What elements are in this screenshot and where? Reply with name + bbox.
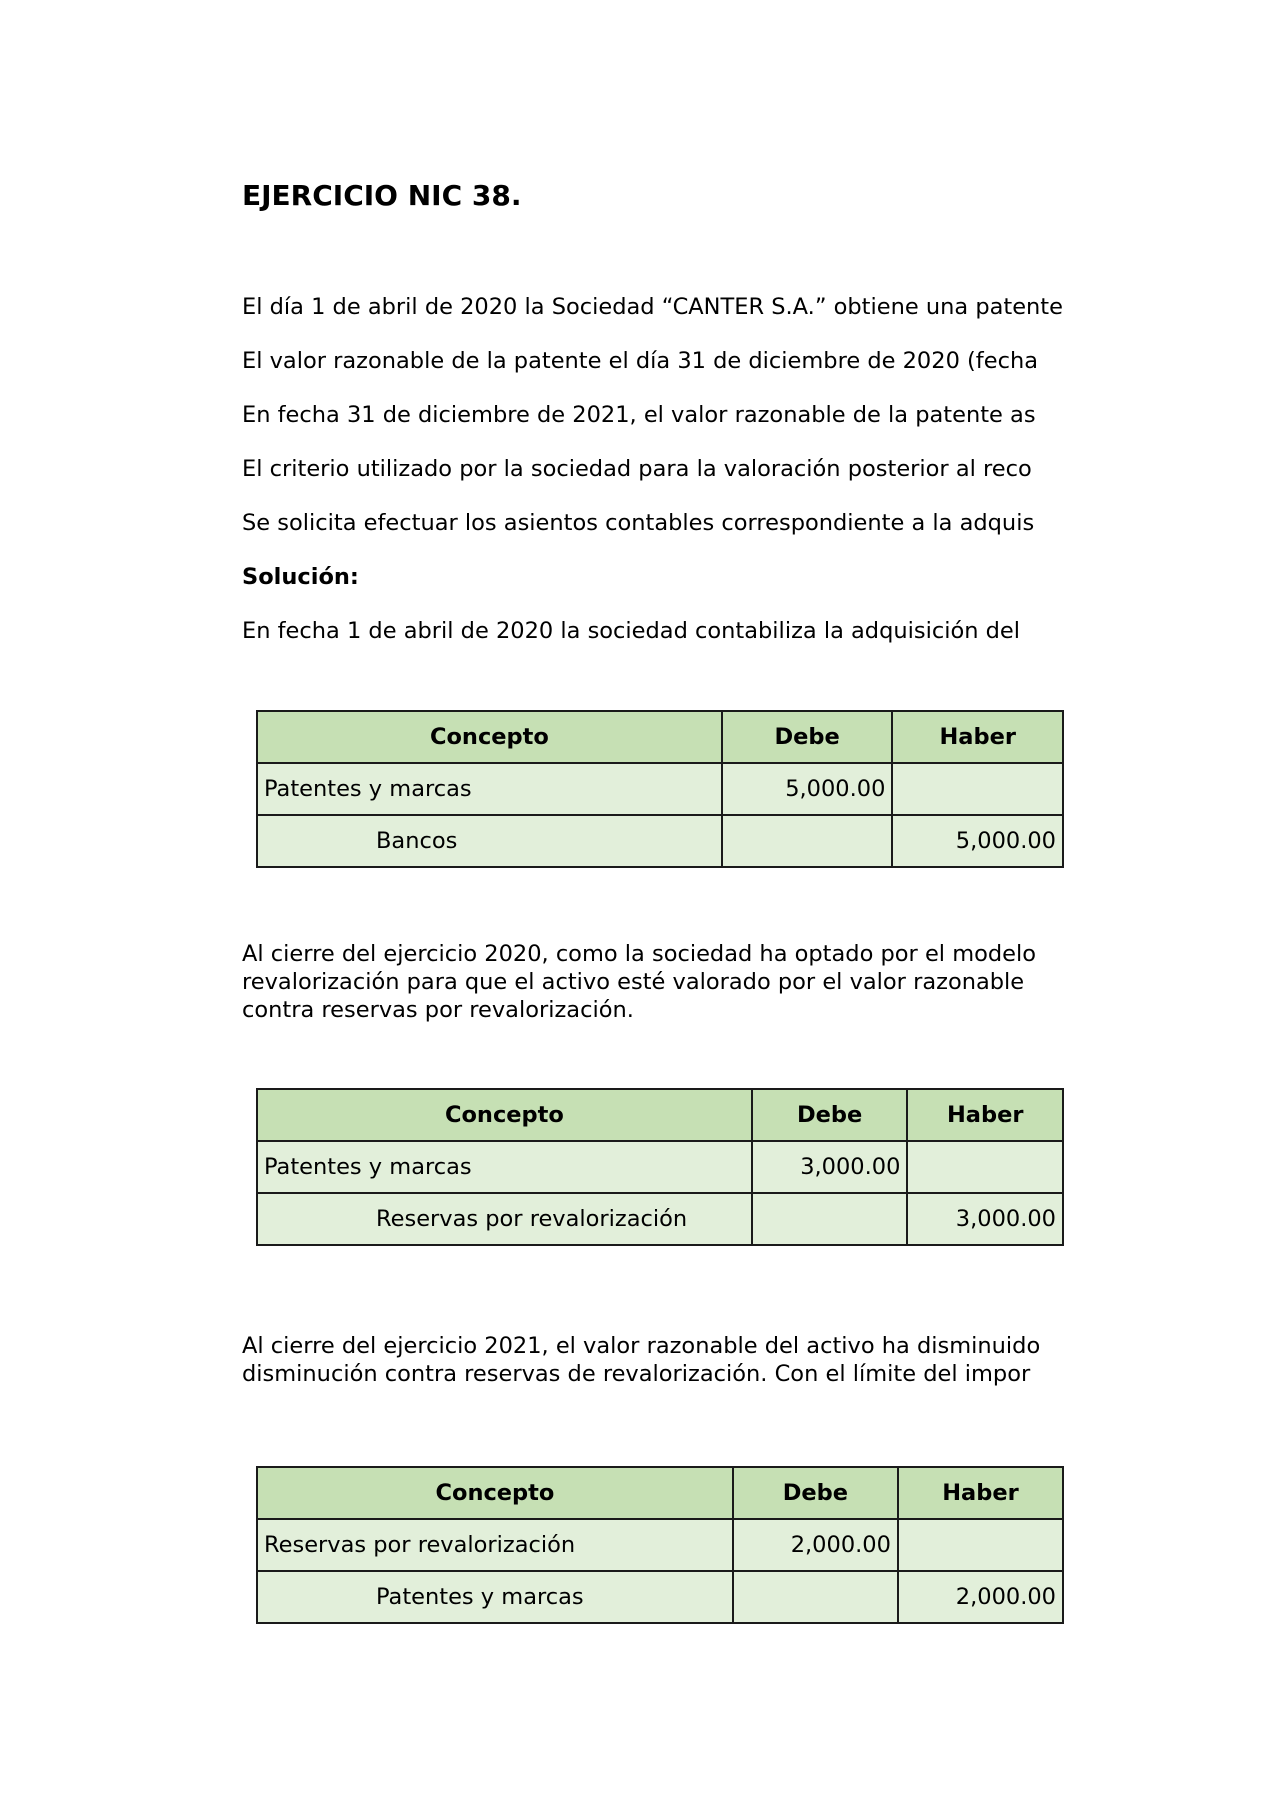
cell-debit: 3,000.00 — [752, 1141, 908, 1193]
cell-concept: Patentes y marcas — [257, 763, 722, 815]
cell-credit: 5,000.00 — [892, 815, 1063, 867]
header-credit: Haber — [907, 1089, 1063, 1141]
section-2-line-3: contra reservas por revalorización. — [242, 997, 634, 1023]
journal-entry-2 — [256, 1088, 1064, 1246]
document-title: EJERCICIO NIC 38. — [242, 179, 522, 212]
section-2-text — [242, 940, 1064, 1024]
cell-credit — [892, 763, 1063, 815]
section-3-line-2: disminución contra reservas de revalorización. Con el límite del impor — [242, 1361, 1031, 1387]
table-header-row — [257, 1089, 1063, 1141]
journal-entry-1 — [256, 710, 1064, 868]
table-header-row — [257, 711, 1063, 763]
header-debit: Debe — [752, 1089, 908, 1141]
header-debit: Debe — [733, 1467, 898, 1519]
section-2-line-1: Al cierre del ejercicio 2020, como la sociedad ha optado por el modelo — [242, 941, 1037, 967]
cell-concept: Patentes y marcas — [257, 1141, 752, 1193]
cell-concept: Reservas por revalorización — [257, 1519, 733, 1571]
paragraph-1: El día 1 de abril de 2020 la Sociedad “CANTER S.A.” obtiene una patente — [242, 294, 1063, 320]
cell-concept: Bancos — [257, 815, 722, 867]
table-header-row — [257, 1467, 1063, 1519]
cell-debit: 2,000.00 — [733, 1519, 898, 1571]
header-credit: Haber — [892, 711, 1063, 763]
table-row — [257, 1519, 1063, 1571]
cell-debit — [722, 815, 893, 867]
table-row — [257, 1571, 1063, 1623]
header-concept: Concepto — [257, 1467, 733, 1519]
cell-concept: Patentes y marcas — [257, 1571, 733, 1623]
header-concept: Concepto — [257, 1089, 752, 1141]
journal-entry-3 — [256, 1466, 1064, 1624]
table-row — [257, 1141, 1063, 1193]
paragraph-3: En fecha 31 de diciembre de 2021, el valor razonable de la patente as — [242, 402, 1036, 428]
paragraph-6: En fecha 1 de abril de 2020 la sociedad contabiliza la adquisición del — [242, 618, 1021, 644]
section-3-line-1: Al cierre del ejercicio 2021, el valor razonable del activo ha disminuido — [242, 1333, 1041, 1359]
section-3-text — [242, 1332, 1064, 1388]
table-row — [257, 1193, 1063, 1245]
cell-debit — [752, 1193, 908, 1245]
cell-credit: 2,000.00 — [898, 1571, 1063, 1623]
header-concept: Concepto — [257, 711, 722, 763]
paragraph-4: El criterio utilizado por la sociedad para la valoración posterior al reco — [242, 456, 1032, 482]
paragraph-2: El valor razonable de la patente el día 31 de diciembre de 2020 (fecha — [242, 348, 1038, 374]
table-row — [257, 815, 1063, 867]
cell-credit — [898, 1519, 1063, 1571]
cell-debit — [733, 1571, 898, 1623]
header-debit: Debe — [722, 711, 893, 763]
paragraph-5: Se solicita efectuar los asientos contables correspondiente a la adquis — [242, 510, 1035, 536]
cell-credit — [907, 1141, 1063, 1193]
header-credit: Haber — [898, 1467, 1063, 1519]
section-2-line-2: revalorización para que el activo esté valorado por el valor razonable — [242, 969, 1025, 995]
table-row — [257, 763, 1063, 815]
cell-debit: 5,000.00 — [722, 763, 893, 815]
cell-concept: Reservas por revalorización — [257, 1193, 752, 1245]
cell-credit: 3,000.00 — [907, 1193, 1063, 1245]
solution-heading: Solución: — [242, 564, 359, 590]
